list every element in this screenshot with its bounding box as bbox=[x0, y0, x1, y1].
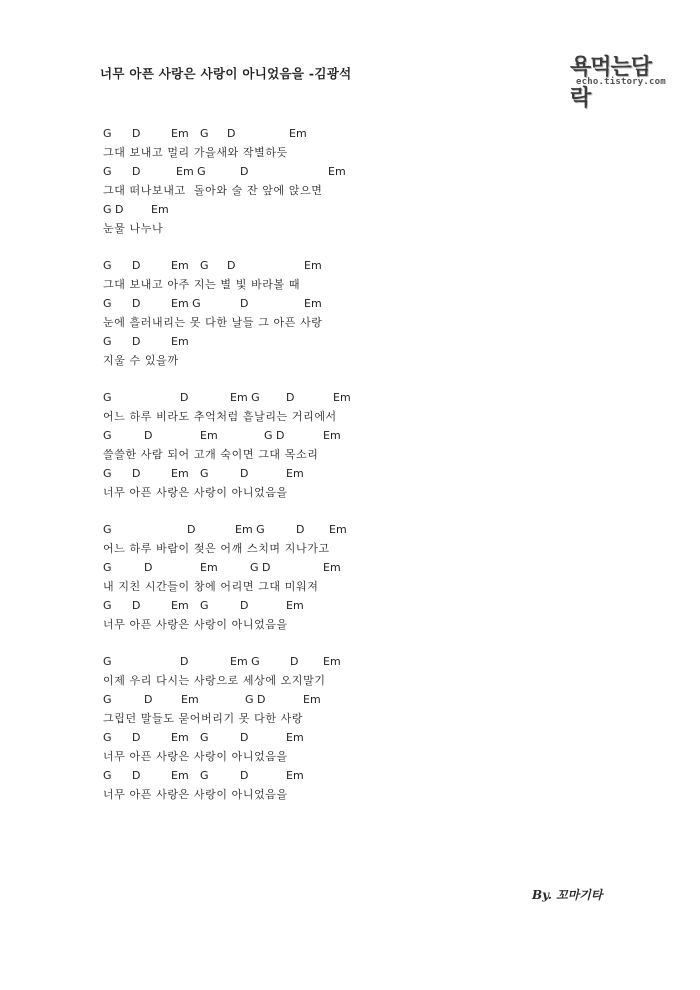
chord-symbol: D bbox=[240, 769, 249, 782]
chord-symbol: G bbox=[103, 467, 112, 480]
chord-line bbox=[103, 599, 403, 613]
chord-symbol: D bbox=[132, 731, 141, 744]
chord-line bbox=[103, 769, 403, 783]
chord-symbol: G bbox=[103, 127, 112, 140]
chord-symbol: D bbox=[187, 523, 196, 536]
chord-line bbox=[103, 297, 403, 311]
lyric-line: 너무 아픈 사랑은 사랑이 아니었음을 bbox=[103, 486, 288, 499]
chord-symbol: G bbox=[103, 693, 112, 706]
chord-symbol: Em G bbox=[230, 655, 260, 668]
chord-line bbox=[103, 467, 403, 481]
chord-symbol: G bbox=[103, 165, 112, 178]
chord-symbol: G bbox=[103, 731, 112, 744]
chord-symbol: D bbox=[180, 391, 189, 404]
chord-symbol: D bbox=[144, 561, 153, 574]
lyric-line: 어느 하루 비라도 추억처럼 흩날리는 거리에서 bbox=[103, 410, 337, 423]
chord-symbol: D bbox=[132, 259, 141, 272]
chord-symbol: G bbox=[103, 599, 112, 612]
song-title: 너무 아픈 사랑은 사랑이 아니었음을 -김광석 bbox=[100, 66, 352, 81]
lyric-line: 너무 아픈 사랑은 사랑이 아니었음을 bbox=[103, 750, 288, 763]
blog-logo[interactable] bbox=[568, 50, 668, 111]
chord-symbol: D bbox=[227, 127, 236, 140]
chord-symbol: G bbox=[103, 259, 112, 272]
chord-symbol: D bbox=[180, 655, 189, 668]
chord-symbol: Em bbox=[200, 429, 218, 442]
chord-symbol: Em bbox=[171, 335, 189, 348]
chord-symbol: Em bbox=[304, 297, 322, 310]
chord-symbol: D bbox=[290, 655, 299, 668]
chord-symbol: Em bbox=[171, 127, 189, 140]
chord-line bbox=[103, 165, 403, 179]
chord-symbol: Em G bbox=[235, 523, 265, 536]
lyric-line: 그대 떠나보내고 돌아와 술 잔 앞에 앉으면 bbox=[103, 184, 323, 197]
lyric-line: 눈물 나누나 bbox=[103, 222, 164, 235]
chord-symbol: Em bbox=[286, 467, 304, 480]
lyric-line: 그립던 말들도 묻어버리기 못 다한 사랑 bbox=[103, 712, 304, 725]
chord-symbol: Em bbox=[171, 731, 189, 744]
chord-symbol: G bbox=[103, 769, 112, 782]
lyric-line: 이제 우리 다시는 사랑으로 세상에 오지말기 bbox=[103, 674, 326, 687]
chord-symbol: Em bbox=[171, 769, 189, 782]
lyric-line: 너무 아픈 사랑은 사랑이 아니었음을 bbox=[103, 788, 288, 801]
chord-symbol: D bbox=[240, 297, 249, 310]
chord-symbol: G bbox=[103, 391, 112, 404]
logo-main-text: 욕먹는담락 bbox=[570, 55, 652, 111]
chord-line bbox=[103, 693, 403, 707]
chord-symbol: D bbox=[240, 731, 249, 744]
chord-symbol: G bbox=[200, 731, 209, 744]
chord-symbol: G D bbox=[103, 203, 124, 216]
chord-line bbox=[103, 523, 403, 537]
chord-symbol: D bbox=[132, 297, 141, 310]
lyric-line: 눈에 흘러내리는 못 다한 날들 그 아픈 사랑 bbox=[103, 316, 323, 329]
chord-symbol: Em bbox=[303, 693, 321, 706]
chord-symbol: Em G bbox=[171, 297, 201, 310]
chord-symbol: Em bbox=[286, 731, 304, 744]
chord-symbol: D bbox=[240, 467, 249, 480]
chord-symbol: D bbox=[132, 165, 141, 178]
chord-symbol: D bbox=[296, 523, 305, 536]
chord-symbol: G bbox=[103, 297, 112, 310]
chord-symbol: D bbox=[286, 391, 295, 404]
chord-symbol: Em bbox=[171, 259, 189, 272]
chord-symbol: G bbox=[103, 335, 112, 348]
chord-line bbox=[103, 127, 403, 141]
lyric-line: 쓸쓸한 사람 되어 고개 숙이면 그대 목소리 bbox=[103, 448, 319, 461]
lyric-line: 너무 아픈 사랑은 사랑이 아니었음을 bbox=[103, 618, 288, 631]
chord-symbol: Em G bbox=[230, 391, 260, 404]
chord-symbol: D bbox=[132, 599, 141, 612]
chord-symbol: Em bbox=[323, 429, 341, 442]
chord-symbol: Em bbox=[304, 259, 322, 272]
chord-symbol: D bbox=[132, 127, 141, 140]
chord-line bbox=[103, 731, 403, 745]
chord-symbol: Em bbox=[323, 561, 341, 574]
chord-symbol: D bbox=[132, 335, 141, 348]
lyric-line: 어느 하루 바람이 젖은 어깨 스치며 지나가고 bbox=[103, 542, 330, 555]
chord-symbol: D bbox=[144, 693, 153, 706]
lyric-line: 내 지친 시간들이 창에 어리면 그대 미워져 bbox=[103, 580, 319, 593]
chord-symbol: Em bbox=[181, 693, 199, 706]
chord-symbol: G bbox=[200, 467, 209, 480]
chord-symbol: Em bbox=[328, 165, 346, 178]
chord-symbol: Em G bbox=[176, 165, 206, 178]
chord-line bbox=[103, 203, 403, 217]
chord-symbol: G bbox=[200, 599, 209, 612]
chord-symbol: G bbox=[103, 523, 112, 536]
chord-symbol: G D bbox=[245, 693, 266, 706]
chord-line bbox=[103, 335, 403, 349]
chord-symbol: Em bbox=[329, 523, 347, 536]
chord-symbol: Em bbox=[333, 391, 351, 404]
chord-symbol: G bbox=[200, 259, 209, 272]
chord-symbol: Em bbox=[171, 467, 189, 480]
chord-symbol: D bbox=[132, 769, 141, 782]
chord-symbol: G D bbox=[250, 561, 271, 574]
chord-symbol: Em bbox=[171, 599, 189, 612]
chord-symbol: G bbox=[103, 561, 112, 574]
chord-symbol: D bbox=[144, 429, 153, 442]
logo-url-text: echo.tistory.com bbox=[576, 77, 666, 87]
chord-symbol: G bbox=[103, 429, 112, 442]
chord-symbol: G bbox=[200, 769, 209, 782]
author-signature: By. 꼬마기타 bbox=[532, 888, 603, 902]
chord-symbol: Em bbox=[289, 127, 307, 140]
chord-symbol: G D bbox=[264, 429, 285, 442]
chord-line bbox=[103, 561, 403, 575]
chord-symbol: Em bbox=[286, 599, 304, 612]
chord-symbol: Em bbox=[151, 203, 169, 216]
chord-symbol: D bbox=[132, 467, 141, 480]
chord-symbol: D bbox=[240, 165, 249, 178]
chord-line bbox=[103, 429, 403, 443]
chord-symbol: D bbox=[227, 259, 236, 272]
chord-line bbox=[103, 391, 403, 405]
lyric-line: 그대 보내고 아주 지는 별 빛 바라볼 때 bbox=[103, 278, 301, 291]
chord-symbol: Em bbox=[323, 655, 341, 668]
chord-symbol: G bbox=[103, 655, 112, 668]
chord-symbol: D bbox=[240, 599, 249, 612]
lyric-line: 그대 보내고 멀리 가을새와 작별하듯 bbox=[103, 146, 288, 159]
chord-line bbox=[103, 259, 403, 273]
chord-line bbox=[103, 655, 403, 669]
chord-symbol: Em bbox=[286, 769, 304, 782]
chord-symbol: G bbox=[200, 127, 209, 140]
lyric-line: 지울 수 있을까 bbox=[103, 354, 179, 367]
chord-symbol: Em bbox=[200, 561, 218, 574]
